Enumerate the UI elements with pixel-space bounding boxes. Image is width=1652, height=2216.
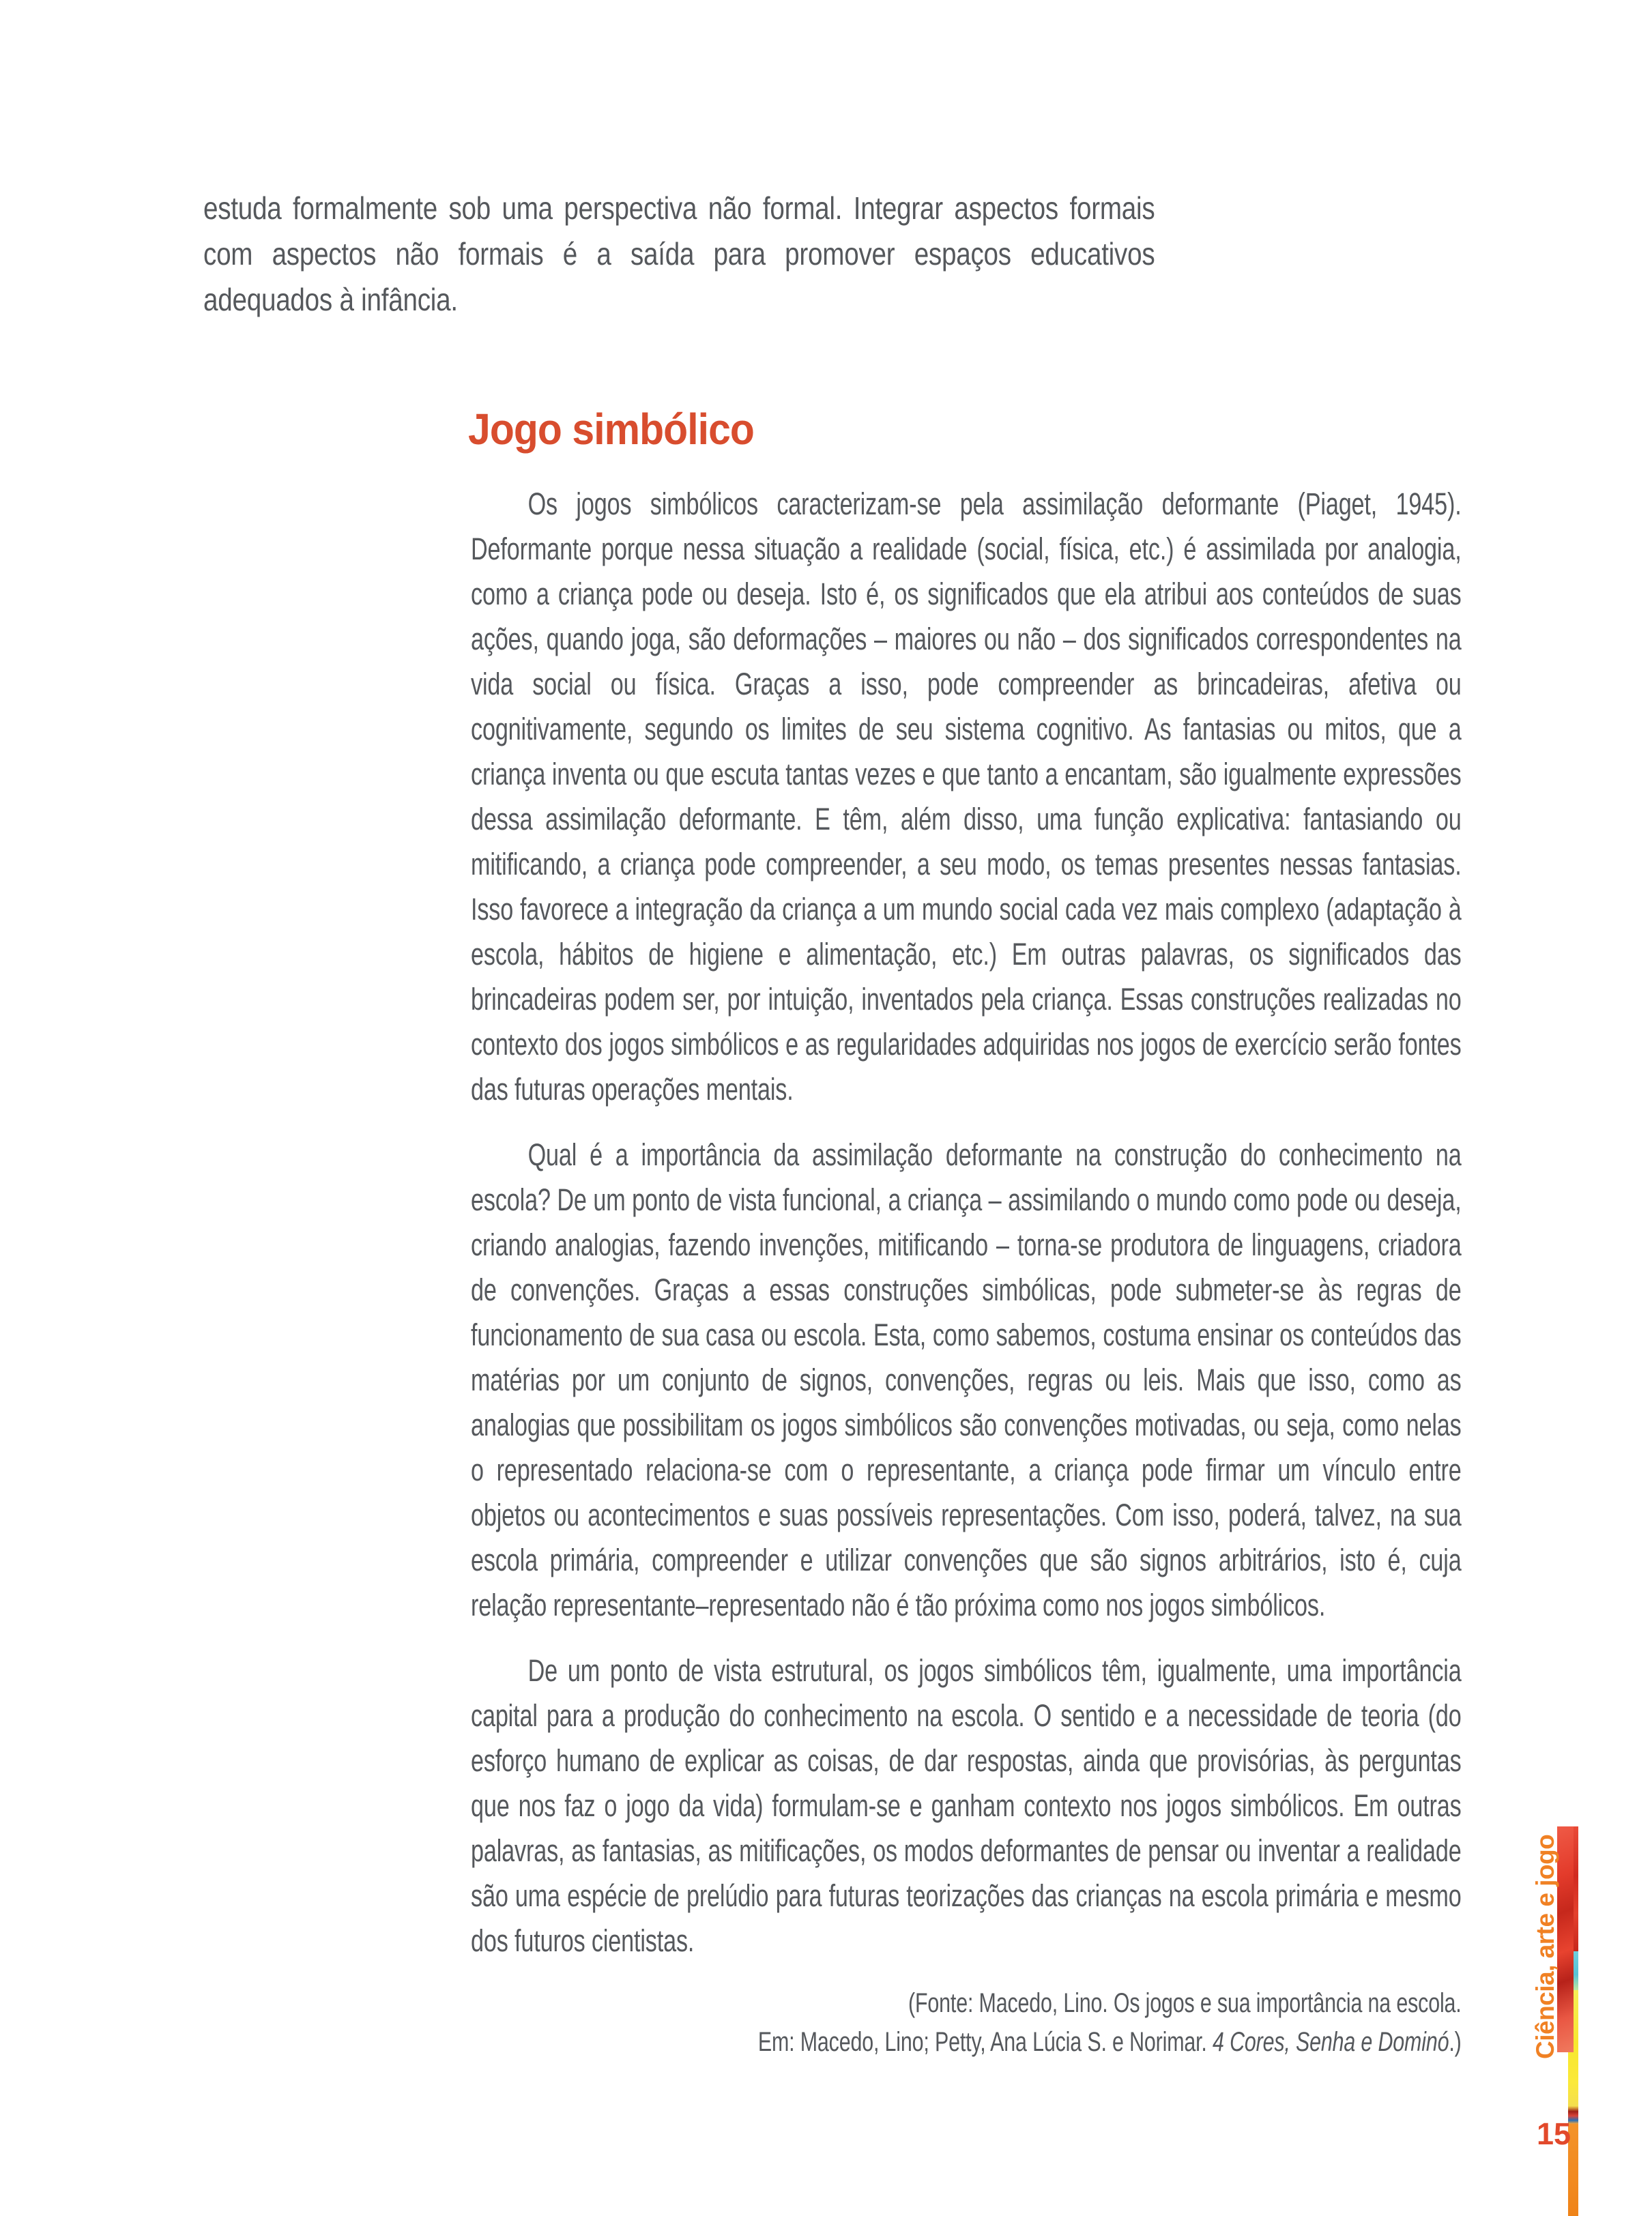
citation-line2-suffix: .) [1449, 2027, 1462, 2057]
citation-line1: (Fonte: Macedo, Lino. Os jogos e sua importância na escola. [908, 1988, 1462, 2018]
section-heading: Jogo simbólico [468, 405, 754, 454]
body-paragraph-3: De um ponto de vista estrutural, os jogos simbólicos têm, igualmente, uma importância capital para a produção do conhecimento na escola. O sentido e a necessidade de teoria (do esforço humano de explicar as coisas, de dar respostas, ainda que provisórias, às perguntas que nos faz o jogo da vida) formulam-se e ganham contexto nos jogos simbólicos. Em outras palavras, as fantasias, as mitificações, os modos deformantes de pensar ou inventar a realidade são uma espécie de prelúdio para futuras teorizações das crianças na escola primária e mesmo dos futuros cientistas. [471, 1653, 1462, 1958]
body-text-column [471, 482, 1462, 2062]
citation-line2-prefix: Em: Macedo, Lino; Petty, Ana Lúcia S. e Norimar. [757, 2027, 1213, 2057]
body-paragraph-2: Qual é a importância da assimilação deformante na construção do conhecimento na escola? De um ponto de vista funcional, a criança – assimilando o mundo como pode ou deseja, criando analogias, fazendo invenções, mitificando – torna-se produtora de linguagens, criadora de convenções. Graças a essas construções simbólicas, pode submeter-se às regras de funcionamento de sua casa ou escola. Esta, como sabemos, costuma ensinar os conteúdos das matérias por um conjunto de signos, convenções, regras ou leis. Mais que isso, como as analogias que possibilitam os jogos simbólicos são convenções motivadas, ou seja, como nelas o representado relaciona-se com o representante, a criança pode firmar um vínculo entre objetos ou acontecimentos e suas possíveis representações. Com isso, poderá, talvez, na sua escola primária, compreender e utilizar convenções que são signos arbitrários, isto é, cuja relação representante–representado não é tão próxima como nos jogos simbólicos. [471, 1137, 1462, 1622]
chapter-vertical-label: Ciência, arte e jogo [1531, 1834, 1559, 2059]
continuation-paragraph: estuda formalmente sob uma perspectiva não formal. Integrar aspectos formais com aspectos não formais é a saída para promover espaços educativos adequados à infância. [203, 190, 1155, 317]
citation-book-title: 4 Cores, Senha e Dominó [1213, 2027, 1449, 2057]
body-paragraph-1: Os jogos simbólicos caracterizam-se pela assimilação deformante (Piaget, 1945). Deformante porque nessa situação a realidade (social, física, etc.) é assimilada por analogia, como a criança pode ou deseja. Isto é, os significados que ela atribui aos conteúdos de suas ações, quando joga, são deformações – maiores ou não – dos significados correspondentes na vida social ou física. Graças a isso, pode compreender as brincadeiras, afetiva ou cognitivamente, segundo os limites de seu sistema cognitivo. As fantasias ou mitos, que a criança inventa ou que escuta tantas vezes e que tanto a encantam, são igualmente expressões dessa assimilação deformante. E têm, além disso, uma função explicativa: fantasiando ou mitificando, a criança pode compreender, a seu modo, os temas presentes nessas fantasias. Isso favorece a integração da criança a um mundo social cada vez mais complexo (adaptação à escola, hábitos de higiene e alimentação, etc.) Em outras palavras, os significados das brincadeiras podem ser, por intuição, inventados pela criança. Essas construções realizadas no contexto dos jogos simbólicos e as regularidades adquiridas nos jogos de exercício serão fontes das futuras operações mentais. [471, 486, 1462, 1107]
source-citation [471, 1984, 1462, 2062]
page-number: 15 [1537, 2116, 1571, 2151]
